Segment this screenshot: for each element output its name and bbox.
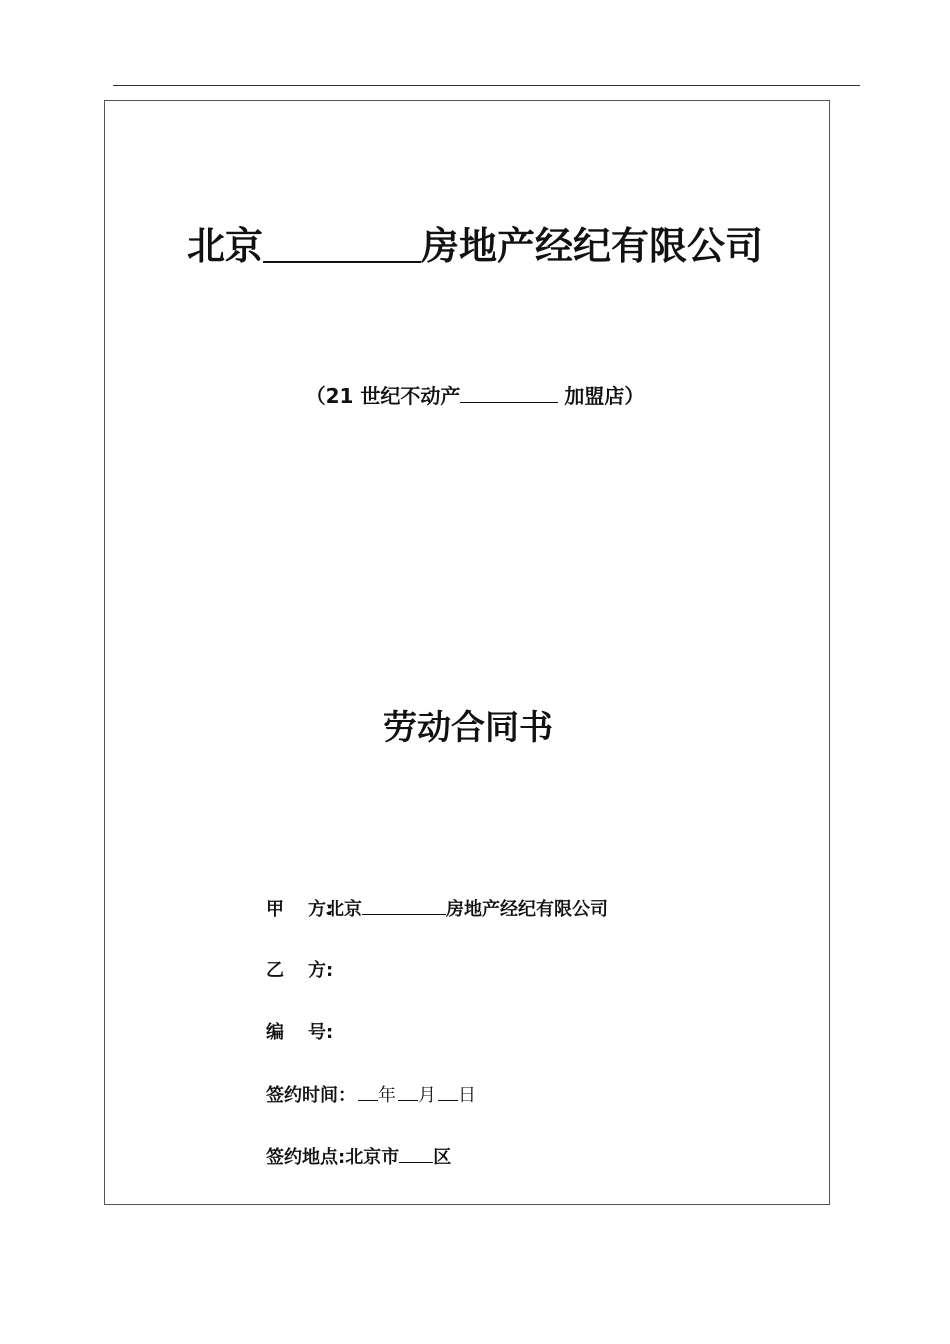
party-b-label: 乙 方: [266, 960, 334, 981]
franchise-subtitle [0, 382, 950, 410]
sign-date-row [266, 1082, 476, 1109]
party-a-suffix: 房地产经纪有限公司 [446, 899, 608, 920]
party-b-row [266, 958, 334, 984]
month-label: 月 [418, 1085, 436, 1106]
subtitle-close: 加盟店） [564, 384, 645, 408]
sign-place-district: 区 [433, 1147, 452, 1168]
company-prefix: 北京 [186, 224, 263, 268]
district-blank[interactable] [399, 1144, 433, 1163]
document-title: 劳动合同书 [383, 708, 553, 748]
sign-place-row [266, 1144, 451, 1171]
sign-date-label: 签约时间： [266, 1085, 356, 1106]
company-suffix: 房地产经纪有限公司 [421, 224, 764, 268]
company-name-blank[interactable] [263, 231, 421, 263]
month-blank[interactable] [398, 1082, 418, 1101]
party-a-label: 甲 方: [266, 899, 334, 920]
day-label: 日 [458, 1085, 476, 1106]
party-a-name-blank[interactable] [362, 896, 446, 915]
sign-place-city: 北京市 [345, 1147, 400, 1168]
subtitle-open: （21 世纪不动产 [305, 384, 461, 408]
sign-place-label: 签约地点: [266, 1147, 346, 1168]
year-blank[interactable] [358, 1082, 378, 1101]
franchise-store-blank[interactable] [460, 384, 558, 403]
party-a-prefix: 北京 [326, 899, 362, 920]
contract-number-row [266, 1020, 334, 1046]
party-a-row [266, 896, 608, 923]
header-rule [113, 85, 860, 86]
contract-number-label: 编 号: [266, 1022, 334, 1043]
year-label: 年 [378, 1085, 396, 1106]
company-title [0, 222, 950, 270]
day-blank[interactable] [438, 1082, 458, 1101]
